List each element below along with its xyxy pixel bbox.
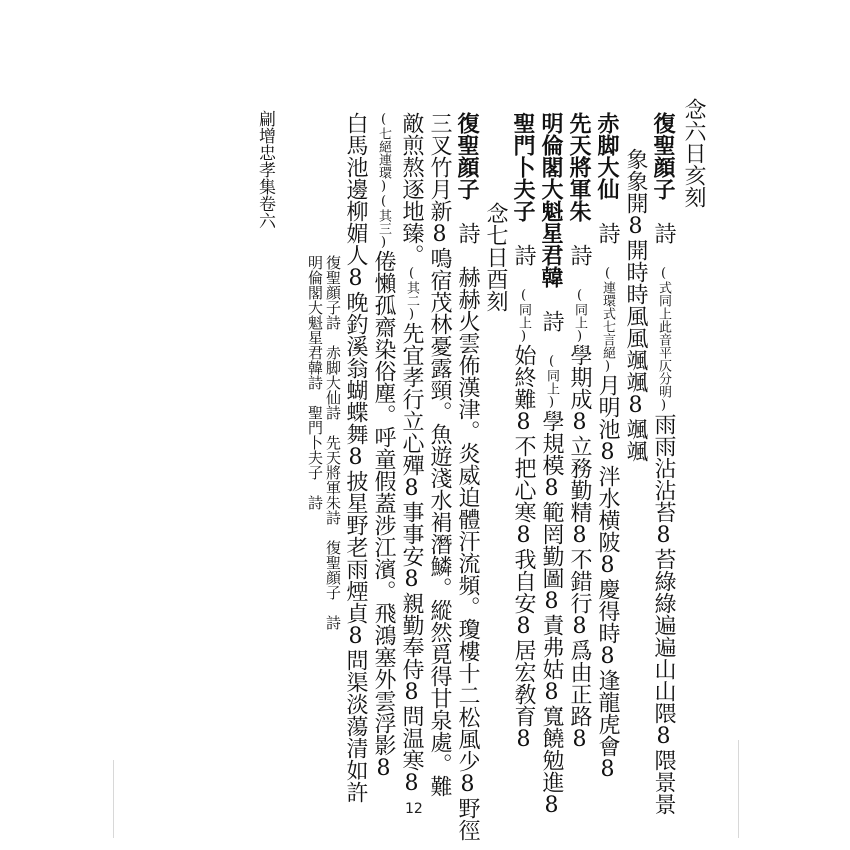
column-11-part-1: (其三)	[376, 194, 391, 250]
column-7-part-0: 念七日酉刻	[483, 158, 508, 312]
column-4-part-3: 學期成8立務勤精8不錯行8爲由正路8	[567, 344, 592, 752]
column-1-part-3: 雨雨沾沾苔8苔綠綠遍遍山山隈8隈景景	[651, 413, 676, 815]
column-5-part-1: 詩	[539, 288, 564, 354]
column-12-part-0: 白馬池邊柳媚人8晚釣溪翁蝴蝶舞8披星野老雨煙貞8問渠淡蕩清如許	[343, 112, 368, 803]
column-5-part-3: 學規模8範罔勤圖8責弗姑8寬饒勉進8	[539, 410, 564, 818]
text-column-2	[624, 148, 646, 462]
column-6-part-1: 詩	[511, 222, 536, 288]
page-number: 12	[405, 801, 423, 817]
text-column-10	[400, 112, 422, 796]
footer-index-column-1	[325, 255, 340, 630]
text-column-3	[596, 112, 618, 782]
text-column-6	[512, 112, 534, 752]
text-column-7	[484, 158, 506, 312]
text-column-9	[428, 112, 450, 797]
column-6-part-3: 始終難8不把心寒8我自安8居宏敎育8	[511, 344, 536, 752]
column-3-part-3: 月明池8泮水横陂8慶得時8逢龍虎會8	[595, 374, 620, 782]
column-10-part-2: 先宜孝行立心殫8事事安8親勤奉侍8問温寒8	[399, 322, 424, 796]
column-1-part-1: 詩	[651, 200, 676, 266]
footer-index-column-2	[307, 255, 322, 510]
text-column-1	[652, 112, 674, 815]
column-11-part-2: 倦懶孤齋染俗塵。呼童假蓋涉江濱。飛鴻塞外雲浮影8	[371, 250, 396, 781]
column-6-part-0: 聖門卜夫子	[510, 112, 536, 222]
column-11-part-0: (七絕連環)	[376, 112, 391, 194]
text-column-11	[372, 112, 394, 781]
column-3-part-2: (連環式七言絕)	[600, 266, 615, 374]
column-8-part-2: 赫赫火雲佈漢津。炎威迫體汗流頻。瓊樓十二松風少8野徑	[455, 266, 480, 841]
text-column-5	[540, 112, 562, 818]
column-2-part-0: 象象開8開時時風風颯颯8颯颯	[623, 148, 648, 462]
footer-index-text-2: 明倫閣大魁星君韓詩 聖門卜夫子 詩	[306, 255, 324, 510]
column-10-part-0: 敵煎熬逐地臻。	[399, 112, 424, 266]
text-column-12	[344, 112, 366, 803]
text-column-0	[682, 98, 704, 208]
column-3-part-1: 詩	[595, 200, 620, 266]
column-5-part-2: (同上)	[544, 354, 559, 410]
page-edge-left	[113, 760, 114, 838]
column-3-part-0: 赤脚大仙	[594, 112, 620, 200]
column-1-part-2: (式同上此音平仄分明)	[656, 266, 671, 413]
column-6-part-2: (同上)	[516, 288, 531, 344]
running-title-text: 㓲增忠孝集卷六	[255, 110, 275, 229]
column-4-part-2: (同上)	[572, 288, 587, 344]
column-1-part-0: 復聖顔子	[650, 112, 676, 200]
column-8-part-0: 復聖顔子	[454, 112, 480, 200]
column-10-part-1: (其二)	[404, 266, 419, 322]
column-8-part-1: 詩	[455, 200, 480, 266]
column-5-part-0: 明倫閣大魁星君韓	[538, 112, 564, 288]
footer-index-text-1: 復聖顔子詩 赤脚大仙詩 先天將軍朱詩 復聖顔子 詩	[324, 255, 342, 630]
column-4-part-1: 詩	[567, 222, 592, 288]
text-column-4	[568, 112, 590, 752]
page-edge-right	[738, 740, 739, 838]
text-column-8	[456, 112, 478, 841]
running-title	[256, 110, 273, 229]
column-4-part-0: 先天將軍朱	[566, 112, 592, 222]
column-9-part-0: 三叉竹月新8鳴宿茂林憂露頸。魚遊淺水裐潛鱗。縱然覓得甘泉處。難	[427, 112, 452, 797]
column-0-part-0: 念六日亥刻	[681, 98, 706, 208]
